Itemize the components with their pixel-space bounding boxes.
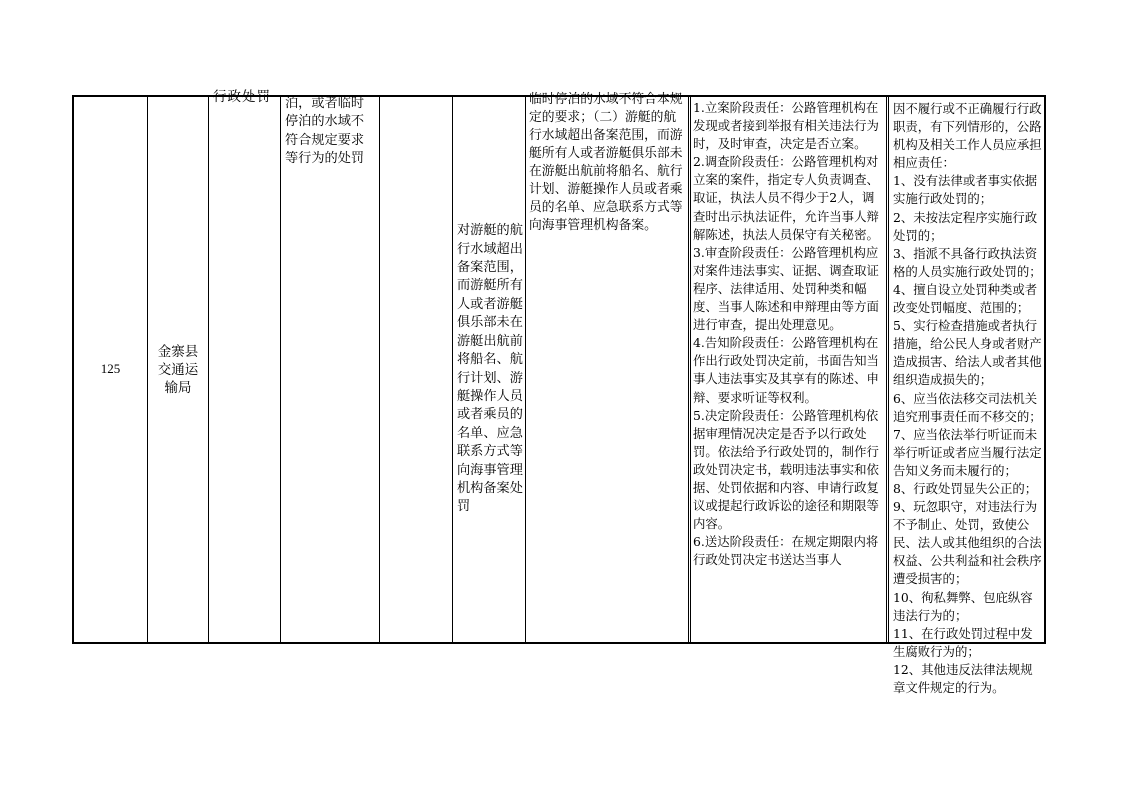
- legal-basis-text: 临时停泊的水域不符合本规定的要求；（二）游艇的航行水域超出备案范围，而游艇所有人或者游艇俱乐部未在游艇出航前将船名、航行计划、游艇操作人员或者乘员的名单、应急联系方式等向海事管理机构备案。: [529, 92, 683, 233]
- department-name: 金寨县交通运输局: [157, 343, 199, 396]
- accountability-item: 6、应当依法移交司法机关追究刑事责任而不移交的；: [893, 390, 1042, 424]
- accountability-item: 5、实行检查措施或者执行措施，给公民人身或者财产造成损害、给法人或者其他组织造成损失的；: [893, 318, 1042, 388]
- responsibility-step: 1.立案阶段责任：公路管理机构在发现或者接到举报有相关违法行为时，及时审查，决定是否立案。: [693, 100, 879, 152]
- legal-basis-cell: [526, 92, 689, 642]
- accountability-item: 11、在行政处罚过程中发生腐败行为的；: [893, 625, 1033, 659]
- department-cell: [148, 97, 208, 642]
- accountability-item: 10、徇私舞弊、包庇纵容违法行为的；: [893, 589, 1033, 623]
- responsibility-step: 2.调查阶段责任：公路管理机构对立案的案件，指定专人负责调查、取证，执法人员不得少于2人，调查时出示执法证件，允许当事人辩解陈述，执法人员保守有关秘密。: [693, 154, 879, 242]
- row-number-cell: [74, 97, 147, 642]
- power-category: 行政处罚: [213, 89, 271, 105]
- responsibility-step: 3.审查阶段责任：公路管理机构应对案件违法事实、证据、调查取证程序、法律适用、处罚种类和幅度、当事人陈述和申辩理由等方面进行审查，提出处理意见。: [693, 244, 879, 333]
- accountability-intro: 因不履行或不正确履行行政职责，有下列情形的，公路机构及相关工作人员应承担相应责任：: [893, 101, 1042, 171]
- responsibility-step: 6.送达阶段责任：在规定期限内将行政处罚决定书送达当事人: [693, 534, 879, 568]
- accountability-item: 7、应当依法举行听证而未举行听证或者应当履行法定告知义务而未履行的；: [893, 426, 1042, 478]
- sub-item-cell: [453, 97, 525, 642]
- accountability-item: 8、行政处罚显失公正的；: [893, 480, 1038, 496]
- item-name: 泊，或者临时停泊的水域不符合规定要求等行为的处罚: [285, 96, 365, 167]
- accountability-cell: [889, 97, 1046, 695]
- accountability-item: 12、其他违反法律法规规章文件规定的行为。: [893, 661, 1033, 695]
- accountability-item: 2、未按法定程序实施行政处罚的；: [893, 209, 1038, 243]
- accountability-item: 1、没有法律或者事实依据实施行政处罚的；: [893, 173, 1038, 207]
- empty-cell: [380, 97, 452, 642]
- accountability-item: 4、擅自设立处罚种类或者改变处罚幅度、范围的；: [893, 281, 1038, 316]
- category-cell: [209, 89, 280, 642]
- responsibility-step: 4.告知阶段责任：公路管理机构在作出行政处罚决定前，书面告知当事人违法事实及其享有的陈述、申辩、要求听证等权利。: [693, 335, 879, 405]
- accountability-item: 9、玩忽职守，对违法行为不予制止、处罚，致使公民、法人或其他组织的合法权益、公共利益和社会秩序遭受损害的；: [893, 499, 1042, 587]
- responsibility-cell: [690, 97, 886, 642]
- column-divider: [886, 97, 887, 642]
- power-list-table: [72, 89, 1046, 695]
- row-number: 125: [100, 361, 121, 377]
- accountability-list: [893, 100, 1043, 697]
- sub-item-name: 对游艇的航行水域超出备案范围，而游艇所有人或者游艇俱乐部未在游艇出航前将船名、航行计划、游艇操作人员或者乘员的名单、应急联系方式等向海事管理机构备案处罚: [457, 223, 523, 515]
- responsibility-list: [693, 99, 883, 569]
- item-name-cell: [281, 97, 379, 642]
- accountability-item: 3、指派不具备行政执法资格的人员实施行政处罚的；: [893, 245, 1042, 279]
- responsibility-step: 5.决定阶段责任：公路管理机构依据审理情况决定是否予以行政处罚。依法给予行政处罚的，制作行政处罚决定书，载明违法事实和依据、处罚依据和内容、申请行政复议或提起行政诉讼的途径和期限等内容。: [693, 407, 879, 532]
- column-divider: [688, 97, 689, 642]
